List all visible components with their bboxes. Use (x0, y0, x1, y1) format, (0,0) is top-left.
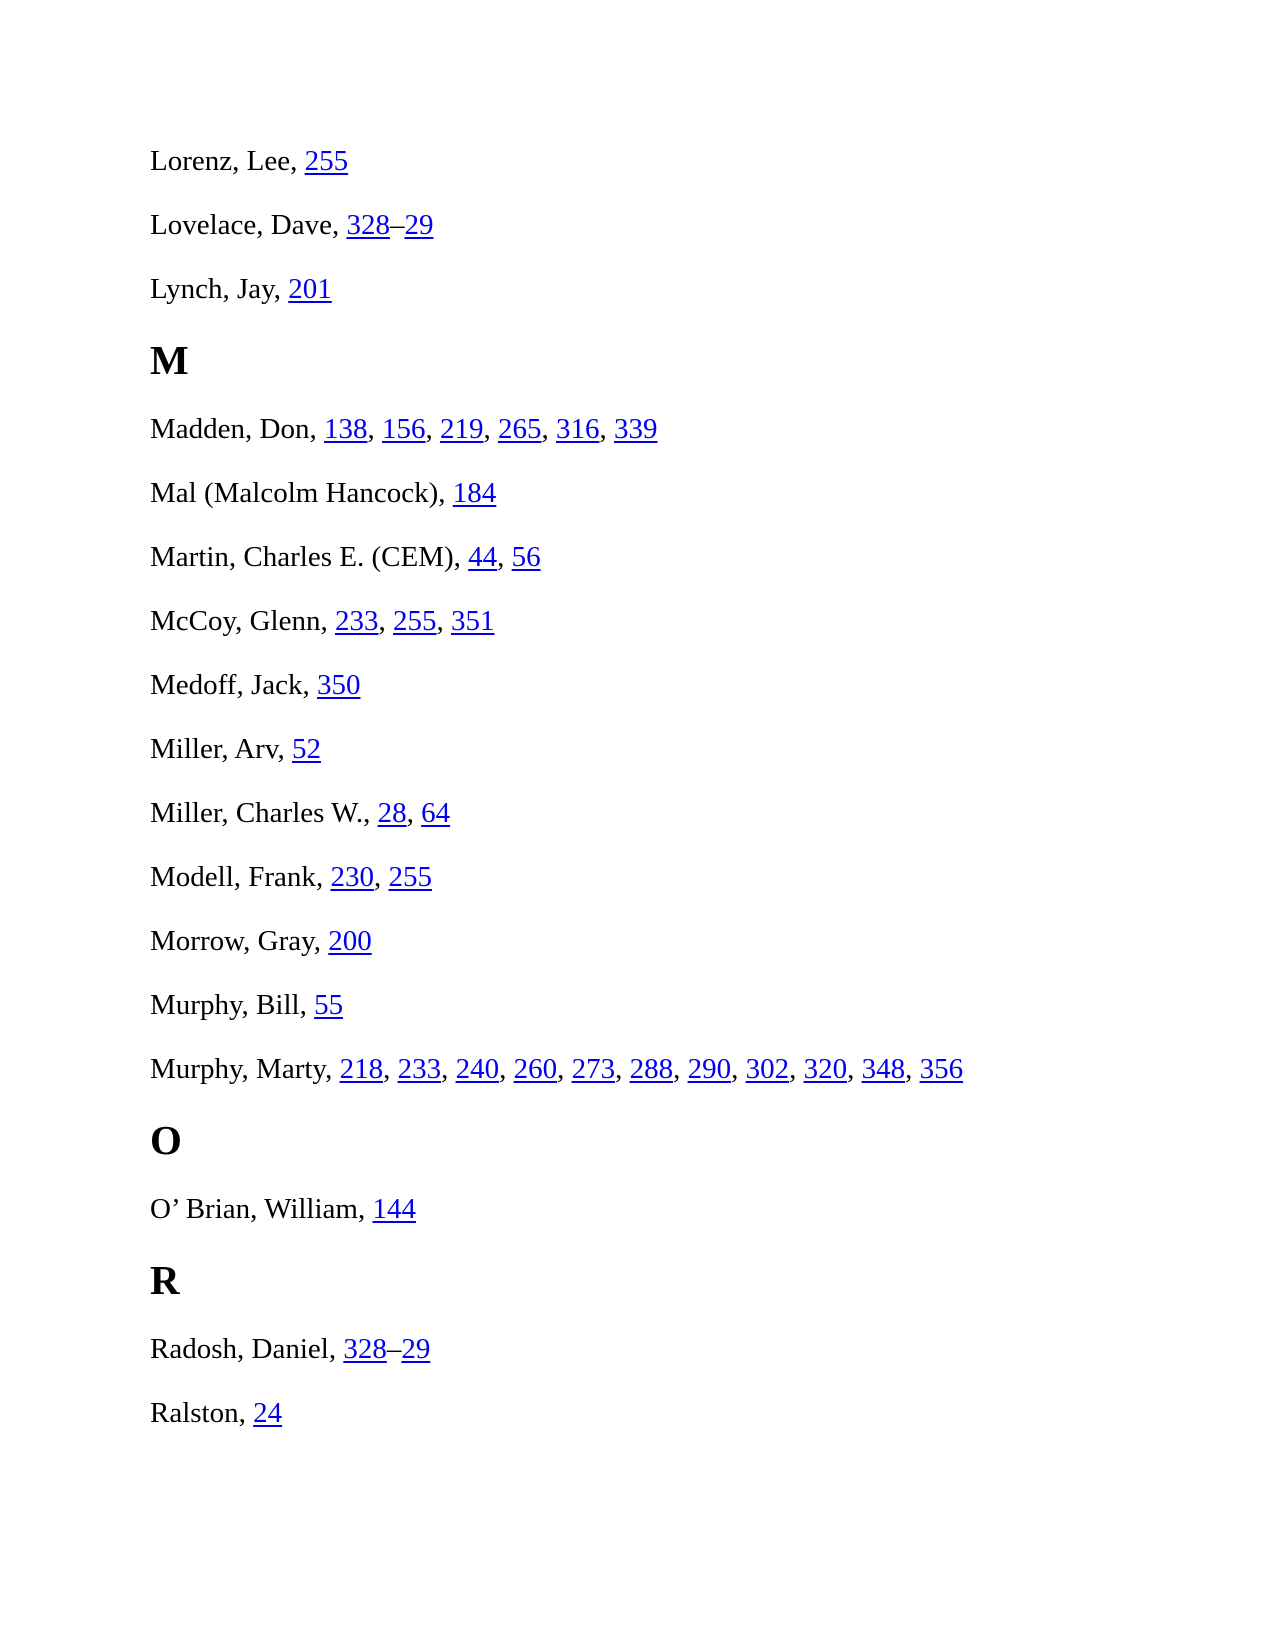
index-entry-name: Lorenz, Lee (150, 145, 291, 177)
index-entry (150, 1332, 1200, 1366)
index-entry-name: Modell, Frank (150, 861, 316, 893)
page-link[interactable]: 288 (629, 1053, 674, 1085)
page-link[interactable]: 348 (861, 1053, 906, 1085)
page-separator: , (599, 413, 614, 445)
index-entry-name: Miller, Charles W. (150, 797, 364, 829)
page-link[interactable]: 233 (335, 605, 379, 637)
index-entry-name: Martin, Charles E. (CEM) (150, 541, 454, 573)
page-separator: , (557, 1053, 572, 1085)
index-entry (150, 272, 1200, 306)
name-separator: , (299, 989, 315, 1021)
index-letter-heading: O (150, 1117, 182, 1163)
name-separator: , (453, 541, 469, 573)
page-separator: , (499, 1053, 514, 1085)
index-entry-name: Morrow, Gray (150, 925, 314, 957)
index-entry (150, 1052, 1200, 1086)
index-entry-name: Murphy, Marty (150, 1053, 326, 1085)
page-link[interactable]: 201 (288, 273, 332, 305)
page-separator: , (378, 605, 393, 637)
page-separator: , (731, 1053, 746, 1085)
page-link[interactable]: 218 (339, 1053, 384, 1085)
page-separator: , (541, 413, 556, 445)
page-link[interactable]: 144 (372, 1193, 416, 1225)
page-link[interactable]: 240 (455, 1053, 500, 1085)
index-entry (150, 476, 1200, 510)
page-separator: , (373, 861, 389, 893)
index-entry-name: Mal (Malcolm Hancock) (150, 477, 439, 509)
page-link[interactable]: 56 (511, 541, 541, 573)
page-link[interactable]: 328 (346, 209, 390, 241)
page-link[interactable]: 339 (613, 413, 658, 445)
index-entry (150, 604, 1200, 638)
page-separator: , (425, 413, 440, 445)
name-separator: , (302, 669, 317, 701)
page-link[interactable]: 233 (397, 1053, 442, 1085)
page-link[interactable]: 28 (377, 797, 407, 829)
page-link[interactable]: 44 (468, 541, 498, 573)
page-link[interactable]: 350 (316, 669, 361, 701)
page-separator: , (789, 1053, 804, 1085)
index-entry-name: Murphy, Bill (150, 989, 300, 1021)
name-separator: , (315, 861, 331, 893)
page-link[interactable]: 230 (330, 861, 374, 893)
index-entry-name: O’ Brian, William (150, 1193, 358, 1225)
name-separator: , (363, 797, 378, 829)
page-separator: , (483, 413, 498, 445)
page-link[interactable]: 260 (513, 1053, 558, 1085)
index-entry (150, 796, 1200, 830)
page-link[interactable]: 138 (323, 413, 368, 445)
index-entry (150, 668, 1200, 702)
page-separator: , (497, 541, 512, 573)
page-link[interactable]: 156 (381, 413, 426, 445)
page-link[interactable]: 200 (328, 925, 372, 957)
index-entry-name: McCoy, Glenn (150, 605, 321, 637)
page-link[interactable]: 52 (291, 733, 321, 765)
index-entry (150, 412, 1200, 446)
index-letter-heading: R (150, 1257, 180, 1303)
name-separator: , (313, 925, 329, 957)
index-entry (150, 924, 1200, 958)
index-entry-name: Lovelace, Dave (150, 209, 332, 241)
page-link[interactable]: 219 (439, 413, 484, 445)
name-separator: , (320, 605, 335, 637)
name-separator: , (331, 209, 347, 241)
page-separator: , (406, 797, 422, 829)
name-separator: , (309, 413, 324, 445)
page-link[interactable]: 320 (803, 1053, 848, 1085)
index-entry-name: Madden, Don (150, 413, 310, 445)
page-link[interactable]: 255 (304, 145, 349, 177)
name-separator: , (328, 1333, 344, 1365)
page-link[interactable]: 302 (745, 1053, 790, 1085)
page-separator: – (386, 1333, 402, 1365)
page-link[interactable]: 316 (555, 413, 600, 445)
index-entry-name: Medoff, Jack (150, 669, 303, 701)
page-link[interactable]: 64 (421, 797, 451, 829)
index-entry-name: Lynch, Jay (150, 273, 274, 305)
name-separator: , (325, 1053, 340, 1085)
index-letter-heading: M (150, 337, 189, 383)
page-separator: – (389, 209, 405, 241)
page-separator: , (847, 1053, 862, 1085)
name-separator: , (357, 1193, 373, 1225)
index-entry (150, 540, 1200, 574)
index-entry (150, 208, 1200, 242)
page-link[interactable]: 184 (452, 477, 497, 509)
name-separator: , (238, 1397, 254, 1429)
page-link[interactable]: 290 (687, 1053, 732, 1085)
index-entry (150, 732, 1200, 766)
page-separator: , (615, 1053, 630, 1085)
page-link[interactable]: 351 (451, 605, 495, 637)
page-separator: , (905, 1053, 920, 1085)
page-link[interactable]: 255 (388, 861, 432, 893)
page-link[interactable]: 255 (393, 605, 437, 637)
page-link[interactable]: 29 (401, 1333, 431, 1365)
index-entry-name: Ralston (150, 1397, 239, 1429)
index-entry (150, 988, 1200, 1022)
page-link[interactable]: 356 (919, 1053, 964, 1085)
index-entry-name: Miller, Arv (150, 733, 278, 765)
index-entry (150, 144, 1200, 178)
page-separator: , (436, 605, 451, 637)
index-entry (150, 1192, 1200, 1226)
page-link[interactable]: 273 (571, 1053, 616, 1085)
index-entry (150, 1396, 1200, 1430)
page-link[interactable]: 55 (314, 989, 344, 1021)
name-separator: , (273, 273, 289, 305)
name-separator: , (290, 145, 305, 177)
page-separator: , (441, 1053, 456, 1085)
name-separator: , (277, 733, 292, 765)
page-link[interactable]: 328 (343, 1333, 387, 1365)
page-separator: , (673, 1053, 688, 1085)
book-index (150, 144, 1200, 1460)
page-link[interactable]: 265 (497, 413, 542, 445)
index-entry (150, 860, 1200, 894)
index-entry-name: Radosh, Daniel (150, 1333, 329, 1365)
name-separator: , (438, 477, 453, 509)
page-separator: , (383, 1053, 398, 1085)
page-separator: , (367, 413, 382, 445)
page-link[interactable]: 29 (404, 209, 434, 241)
page-link[interactable]: 24 (253, 1397, 283, 1429)
